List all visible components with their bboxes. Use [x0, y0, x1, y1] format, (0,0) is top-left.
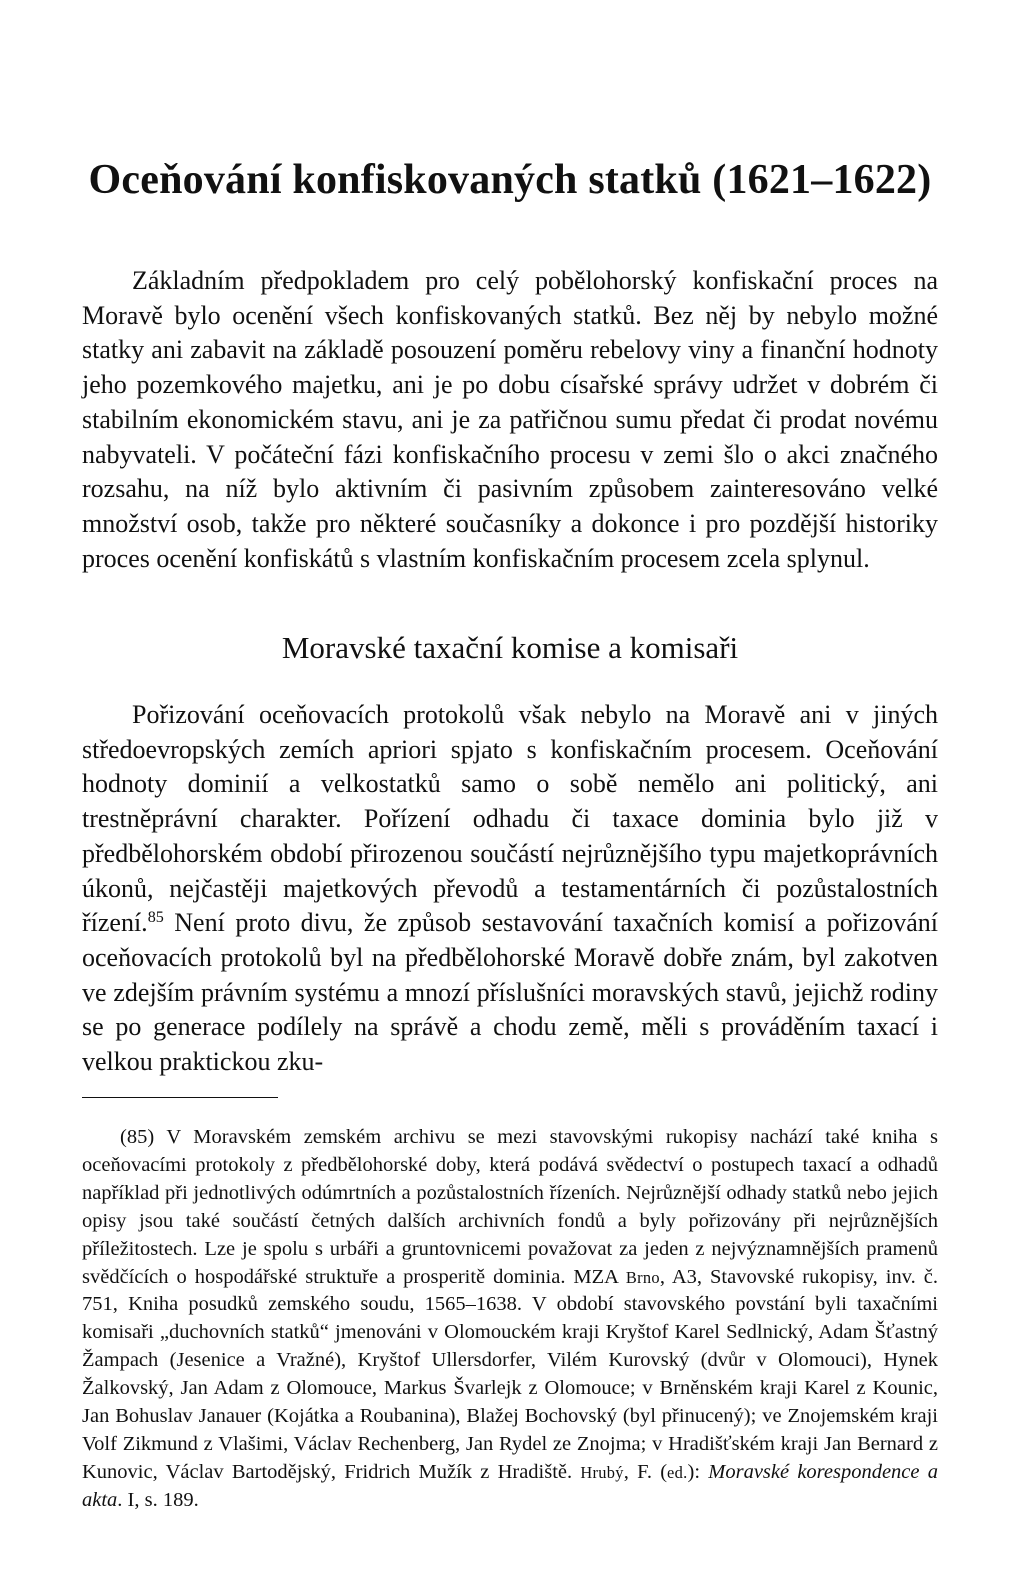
footnote-reference: 85: [147, 909, 164, 927]
footnote-editor-abbrev: ed.: [667, 1462, 688, 1482]
section-title: Moravské taxační komise a komisaři: [281, 630, 739, 665]
footnote-text-part-5: . I, s. 189.: [117, 1488, 199, 1511]
footnote-author: Hrubý: [580, 1462, 624, 1482]
chapter-title: Oceňování konfiskovaných statků (1621–1622): [88, 157, 932, 203]
section-paragraph-text-after-note: Není proto divu, že způsob sestavování taxačních komisí a pořizování oceňovacích protokolů byl na předbělohorské Moravě dobře znám, byl zakotven ve zdejším právním systému a mnozí příslušníci moravských stavů, jejichž rodiny se po generace podílely na správě a chodu země, měli s prováděním taxací i velkou praktickou zku-: [82, 908, 938, 1077]
footnote-separator-rule: [82, 1097, 278, 1098]
intro-paragraph: Základním předpokladem pro celý pobělohorský konfiskační proces na Moravě bylo ocenění všech konfiskovaných statků. Bez něj by nebylo možné statky ani zabavit na základě posouzení poměru rebelovy viny a finanční hodnoty jeho pozemkového majetku, ani je po dobu císařské správy udržet v dobrém či stabilním ekonomickém stavu, ani je za patřičnou sumu předat či prodat novému nabyvateli. V počáteční fázi konfiskačního procesu v zemi šlo o akci značného rozsahu, na níž bylo aktivním či pasivním způsobem zainteresováno velké množství osob, takže pro některé současníky a dokonce i pro pozdější historiky proces ocenění konfiskátů s vlastním konfiskačním procesem zcela splynul.: [82, 266, 938, 573]
footnote-archive-city: Brno: [625, 1267, 660, 1287]
footnote-work-title: Moravské korespondence a akta: [82, 1460, 938, 1511]
footnote-text-part-3: , F. (: [623, 1460, 668, 1483]
footnote-number: (85): [120, 1126, 155, 1148]
section-paragraph: [82, 698, 938, 1080]
footnote-text-part-4: ):: [687, 1460, 709, 1483]
section-paragraph-text-before-note: Pořizování oceňovacích protokolů však nebylo na Moravě ani v jiných středoevropských zemích apriori spjato s konfiskačním procesem. Oceňování hodnoty dominií a velkostatků samo o sobě nemělo ani politický, ani trestněprávní charakter. Pořízení odhadu či taxace dominia bylo již v předbělohorském období přirozenou součástí nejrůznějšího typu majetkoprávních úkonů, nejčastěji majetkových převodů a testamentárních či pozůstalostních řízení.: [82, 700, 938, 938]
footnote-text-part-2: , A3, Stavovské rukopisy, inv. č. 751, Kniha posudků zemského soudu, 1565–1638. V období stavovského povstání byli taxačními komisaři „duchovních statků“ jmenováni v Olomouckém kraji Kryštof Karel Sedlnický, Adam Šťastný Žampach (Jesenice a Vražné), Kryštof Ullersdorfer, Vilém Kurovský (dvůr v Olomouci), Hynek Žalkovský, Jan Adam z Olomouce, Markus Švarlejk z Olomouce; v Brněnském kraji Karel z Kounic, Jan Bohuslav Janauer (Kojátka a Roubanina), Blažej Bochovský (byl přinucený); ve Znojemském kraji Volf Zikmund z Vlašimi, Václav Rechenberg, Jan Rydel ze Znojma; v Hradišťském kraji Jan Bernard z Kunovic, Václav Bartodějský, Fridrich Mužík z Hradiště.: [82, 1265, 939, 1483]
footnote-text-part-1: V Moravském zemském archivu se mezi stavovskými rukopisy nachází také kniha s oceňovacími protokoly z předbělohorské doby, která podává svědectví o postupech taxací a odhadů například při jednotlivých odúmrtních a pozůstalostních řízeních. Nejrůznější odhady statků nebo jejich opisy jsou také součástí četných dalších archivních fondů a byly pořizovány při nejrůznějších příležitostech. Lze je spolu s urbáři a gruntovnicemi považovat za jeden z nejvýznamnějších pramenů svědčících o hospodářské struktuře a prosperitě dominia. MZA: [82, 1126, 938, 1288]
footnote-85: [82, 1124, 938, 1515]
